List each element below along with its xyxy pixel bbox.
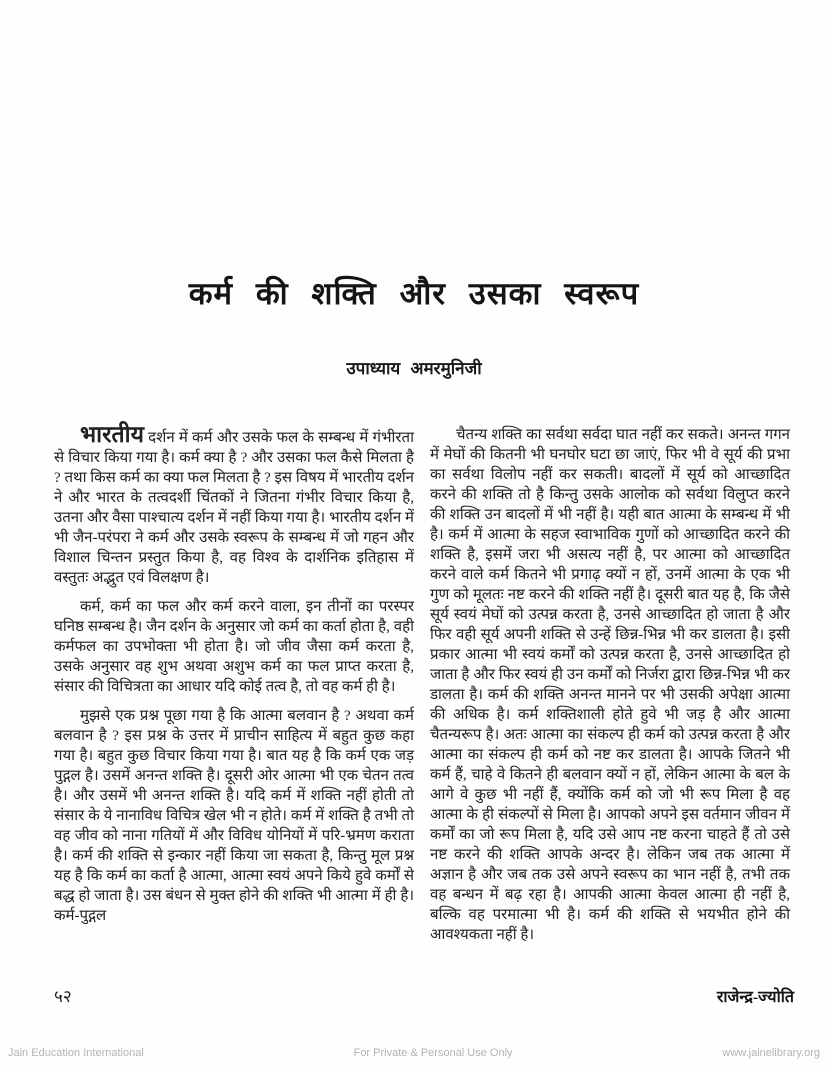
paragraph: कर्म, कर्म का फल और कर्म करने वाला, इन तीनों का परस्पर घनिष्ठ सम्बन्ध है। जैन दर्शन के अनुसार जो कर्म का कर्ता होता है, वही कर्मफल का उपभोक्ता भी होता है। जो जीव जैसा कर्म करता है, उसके अनुसार वह शुभ अथवा अशुभ कर्म का फल प्राप्त करता है, संसार की विचित्रता का आधार यदि कोई तत्व है, तो वह कर्म ही है। <box>54 599 414 695</box>
paragraph <box>54 422 414 588</box>
scan-footer-publisher: Jain Education International <box>8 1047 144 1059</box>
page-footer <box>54 984 794 1007</box>
journal-title: राजेन्द्र-ज्योति <box>716 989 794 1006</box>
paragraph-text: दर्शन में कर्म और उसके फल के सम्बन्ध में गंभीरता से विचार किया गया है। कर्म क्या है ? और उसका फल कैसे मिलता है ? तथा किस कर्म का क्या फल मिलता है ? इस विषय में भारतीय दर्शन ने और भारत के तत्वदर्शी चिंतकों ने जितना गंभीर विचार किया है, उतना और वैसा पाश्चात्य दर्शन में नहीं किया गया है। भारतीय दर्शन में भी जैन-परंपरा ने कर्म और उसके स्वरूप के सम्बन्ध में जो गहन और विशाल चिन्तन प्रस्तुत किया है, वह विश्व के दार्शनिक इतिहास में वस्तुतः अद्भुत एवं विलक्षण है। <box>54 430 414 586</box>
scan-footer-website: www.jainelibrary.org <box>722 1047 820 1059</box>
lead-word: भारतीय <box>80 422 144 447</box>
article-body <box>54 422 790 945</box>
page-title: कर्म की शक्ति और उसका स्वरूप <box>188 276 640 311</box>
page-number: ५२ <box>54 987 72 1006</box>
scan-footer-usage-note: For Private & Personal Use Only <box>353 1047 513 1059</box>
paragraph: मुझसे एक प्रश्न पूछा गया है कि आत्मा बलवान है ? अथवा कर्म बलवान है ? इस प्रश्न के उत्तर में प्राचीन साहित्य में बहुत कुछ कहा गया है। बहुत कुछ विचार किया गया है। बात यह है कि कर्म एक जड़ पुद्गल है। उसमें अनन्त शक्ति है। दूसरी ओर आत्मा भी एक चेतन तत्व है। और उसमें भी अनन्त शक्ति है। यदि कर्म में शक्ति नहीं होती तो संसार के ये नानाविध विचित्र खेल भी न होते। कर्म में शक्ति है तभी तो वह जीव को नाना गतियों में और विविध योनियों में परि-भ्रमण कराता है। कर्म की शक्ति से इन्कार नहीं किया जा सकता है, किन्तु मूल प्रश्न यह है कि कर्म का कर्ता है आत्मा, आत्मा स्वयं अपने किये हुवे कर्मों से बद्ध हो जाता है। उस बंधन से मुक्त होने की शक्ति भी आत्मा में ही है। कर्म-पुद्गल <box>54 708 414 924</box>
byline-author: उपाध्याय अमरमुनिजी <box>346 359 482 378</box>
scan-footer <box>8 1047 820 1059</box>
left-column <box>54 422 414 945</box>
right-column <box>430 425 790 945</box>
paragraph: चैतन्य शक्ति का सर्वथा सर्वदा घात नहीं कर सकते। अनन्त गगन में मेघों की कितनी भी घनघोर घटा छा जाएं, फिर भी वे सूर्य की प्रभा का सर्वथा विलोप नहीं कर सकती। बादलों में सूर्य को आच्छादित करने की शक्ति तो है किन्तु उसके आलोक को सर्वथा विलुप्त करने की शक्ति उन बादलों में भी नहीं है। यही बात आत्मा के सम्बन्ध में भी है। कर्म में आत्मा के सहज स्वाभाविक गुणों को आच्छादित करने की शक्ति है, इसमें जरा भी असत्य नहीं है, पर आत्मा को आच्छादित करने वाले कर्म कितने भी प्रगाढ़ क्यों न हों, उनमें आत्मा के एक भी गुण को मूलतः नष्ट करने की शक्ति नहीं है। दूसरी बात यह है, कि जैसे सूर्य स्वयं मेघों को उत्पन्न करता है, उनसे आच्छादित हो जाता है और फिर वही सूर्य अपनी शक्ति से उन्हें छिन्न-भिन्न भी कर डालता है। इसी प्रकार आत्मा भी स्वयं कर्मों को उत्पन्न करता है, उनसे आच्छादित हो जाता है और फिर स्वयं ही उन कर्मों को निर्जरा द्वारा छिन्न-भिन्न भी कर डालता है। कर्म की शक्ति अनन्त मानने पर भी उसकी अपेक्षा आत्मा की अधिक है। कर्म शक्तिशाली होते हुवे भी जड़ है और आत्मा चैतन्यरूप है। अतः आत्मा का संकल्प ही कर्म को उत्पन्न करता है और आत्मा का संकल्प ही कर्म को नष्ट कर डालता है। आपके जितने भी कर्म हैं, चाहे वे कितने ही बलवान क्यों न हों, लेकिन आत्मा के बल के आगे वे कुछ भी नहीं हैं, क्योंकि कर्म को जो भी रूप मिला है वह आत्मा के ही संकल्पों से मिला है। आपको अपने इस वर्तमान जीवन में कर्मों का जो रूप मिला है, यदि उसे आप नष्ट करना चाहते हैं तो उसे नष्ट करने की शक्ति आपके अन्दर है। लेकिन जब तक आत्मा में अज्ञान है और जब तक उसे अपने स्वरूप का भान नहीं है, तभी तक वह बन्धन में बढ़ रहा है। आपकी आत्मा केवल आत्मा ही नहीं है, बल्कि वह परमात्मा भी है। कर्म की शक्ति से भयभीत होने की आवश्यकता नहीं है। <box>430 427 790 943</box>
